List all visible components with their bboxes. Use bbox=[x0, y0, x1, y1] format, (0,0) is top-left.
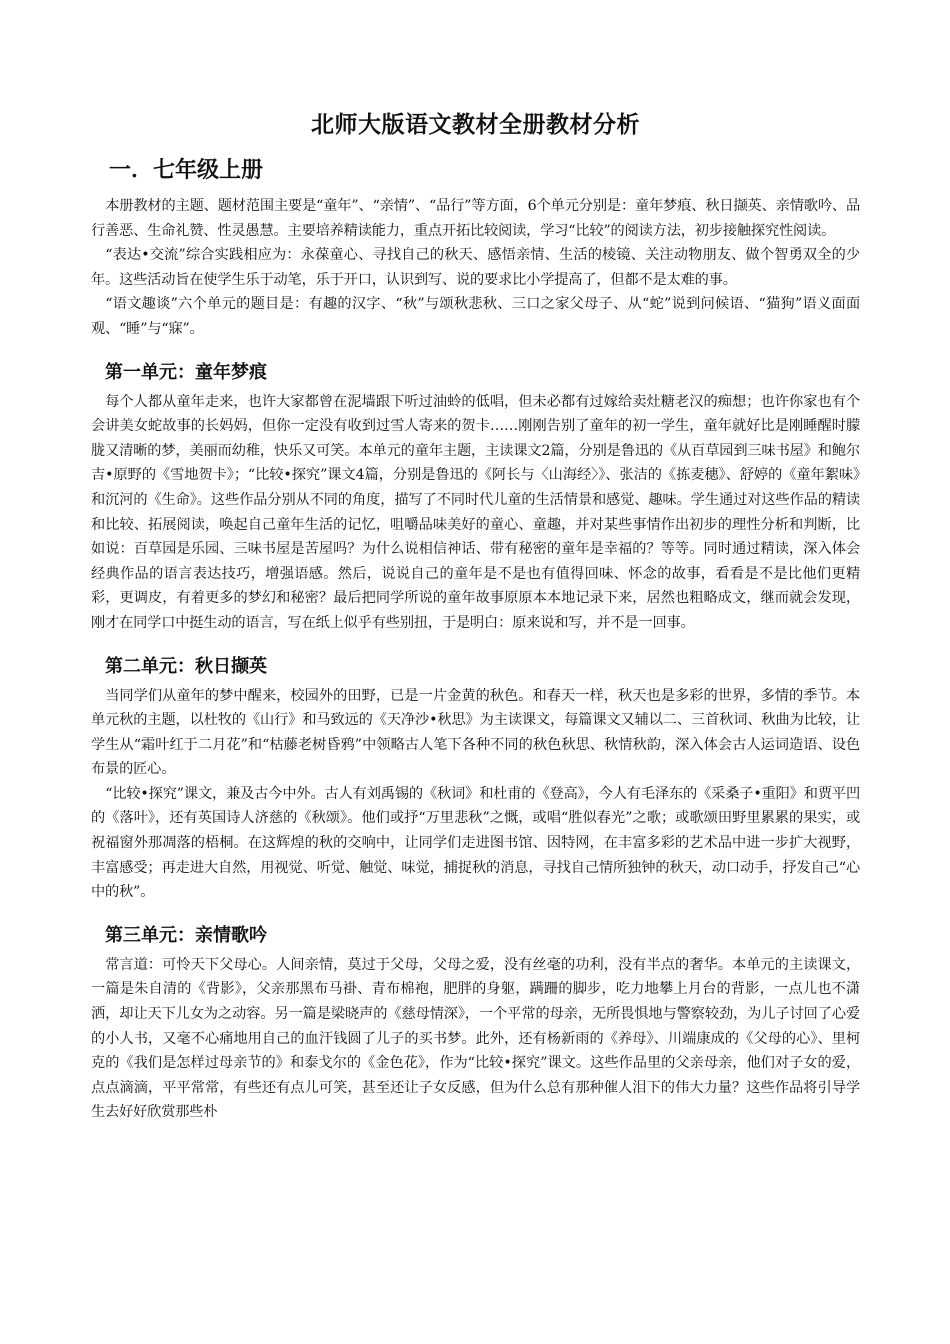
unit-heading-1: 第一单元：童年梦痕 bbox=[105, 361, 267, 383]
intro-paragraph: 本册教材的主题、题材范围主要是“童年”、“亲情”、“品行”等方面，6个单元分别是：童年梦痕、秋日撷英、亲情歌吟、品行善恶、生命礼赞、性灵愚慧。主要培养精读能力，重点开拓比较阅读，学习“比较”的阅读方法，初步接触探究性阅读。 bbox=[91, 198, 860, 239]
unit-paragraph: “比较•探究”课文，兼及古今中外。古人有刘禹锡的《秋词》和杜甫的《登高》，今人有毛泽东的《采桑子•重阳》和贾平凹的《落叶》，还有英国诗人济慈的《秋颂》。他们或抒“万里悲秋”之慨，或唱“胜似春光”之歌；或歌颂田野里累累的果实，或祝福窗外那凋落的梧桐。在这辉煌的秋的交响中，让同学们走进图书馆、因特网，在丰富多彩的艺术品中进一步扩大视野，丰富感受；再走进大自然，用视觉、听觉、触觉、味觉，捕捉秋的消息，寻找自己情所独钟的秋天，动口动手，抒发自己“心中的秋”。 bbox=[91, 785, 860, 901]
unit-paragraph: 当同学们从童年的梦中醒来，校园外的田野，已是一片金黄的秋色。和春天一样，秋天也是多彩的世界，多情的季节。本单元秋的主题，以杜牧的《山行》和马致远的《天净沙•秋思》为主读课文，每篇课文又辅以二、三首秋词、秋曲为比较，让学生从“霜叶红于二月花”和“枯藤老树昏鸦”中领略古人笔下各种不同的秋色秋思、秋情秋韵，深入体会古人运词造语、设色布景的匠心。 bbox=[91, 687, 860, 778]
unit-heading-2: 第二单元：秋日撷英 bbox=[105, 655, 267, 677]
intro-paragraph: “语文趣谈”六个单元的题目是：有趣的汉字、“秋”与颂秋悲秋、三口之家父母子、从“蛇”说到问候语、“猫狗”语义面面观、“睡”与“寐”。 bbox=[91, 296, 860, 337]
spacer bbox=[91, 905, 860, 923]
intro-paragraph: “表达•交流”综合实践相应为：永葆童心、寻找自己的秋天、感悟亲情、生活的棱镜、关注动物朋友、做个智勇双全的少年。这些活动旨在使学生乐于动笔，乐于开口，认识到写、说的要求比小学提高了，但都不是太难的事。 bbox=[91, 247, 860, 288]
spacer bbox=[91, 342, 860, 360]
unit-paragraph: 每个人都从童年走来，也许大家都曾在泥墙跟下听过油蛉的低唱，但未必都有过嫁给卖灶糖老汉的痴想；也许你家也有个会讲美女蛇故事的长妈妈，但你一定没有收到过雪人寄来的贺卡……刚刚告别了童年的初一学生，童年就好比是刚睡醒时朦胧又清晰的梦，美丽而幼稚，快乐又可笑。本单元的童年主题，主读课文2篇，分别是鲁迅的《从百草园到三味书屋》和鲍尔吉•原野的《雪地贺卡》；“比较•探究”课文4篇，分别是鲁迅的《阿长与〈山海经〉》、张洁的《拣麦穗》、舒婷的《童年絮味》和沉河的《生命》。这些作品分别从不同的角度，描写了不同时代儿童的生活情景和感觉、趣味。学生通过对这些作品的精读和比较、拓展阅读，唤起自己童年生活的记忆，咀嚼品味美好的童心、童趣，并对某些事情作出初步的理性分析和判断，比如说：百草园是乐园、三味书屋是苦屋吗？为什么说相信神话、带有秘密的童年是幸福的？等等。同时通过精读，深入体会经典作品的语言表达技巧，增强语感。然后，说说自己的童年是不是也有值得回味、怀念的故事，看看是不是比他们更精彩，更调皮，有着更多的梦幻和秘密？最后把同学所说的童年故事原原本本地记录下来，居然也粗略成文，继而就会发现，刚才在同学口中挺生动的语言，写在纸上似乎有些别扭，于是明白：原来说和写，并不是一回事。 bbox=[91, 393, 860, 631]
unit-paragraph: 常言道：可怜天下父母心。人间亲情，莫过于父母，父母之爱，没有丝毫的功利，没有半点的奢华。本单元的主读课文，一篇是朱自清的《背影》，父亲那黑布马褂、青布棉袍，肥胖的身躯，蹒跚的脚步，吃力地攀上月台的背影，一点儿也不潇洒，却让天下儿女为之动容。另一篇是梁晓声的《慈母情深》，一个平常的母亲，无所畏惧地与警察较劲，为儿子讨回了心爱的小人书，又毫不心痛地用自己的血汗钱圆了儿子的买书梦。此外，还有杨新雨的《养母》、川端康成的《父母的心》、里柯克的《我们是怎样过母亲节的》和泰戈尔的《金色花》，作为“比较•探究”课文。这些作品里的父亲母亲，他们对子女的爱，点点滴滴，平平常常，有些还有点儿可笑，甚至还让子女反感，但为什么总有那种催人泪下的伟大力量？这些作品将引导学生去好好欣赏那些朴 bbox=[91, 956, 860, 1121]
unit-heading-3: 第三单元：亲情歌吟 bbox=[105, 924, 267, 946]
page-title: 北师大版语文教材全册教材分析 bbox=[311, 112, 640, 138]
spacer bbox=[91, 636, 860, 654]
section-heading-grade7-vol1: 一．七年级上册 bbox=[109, 158, 264, 183]
